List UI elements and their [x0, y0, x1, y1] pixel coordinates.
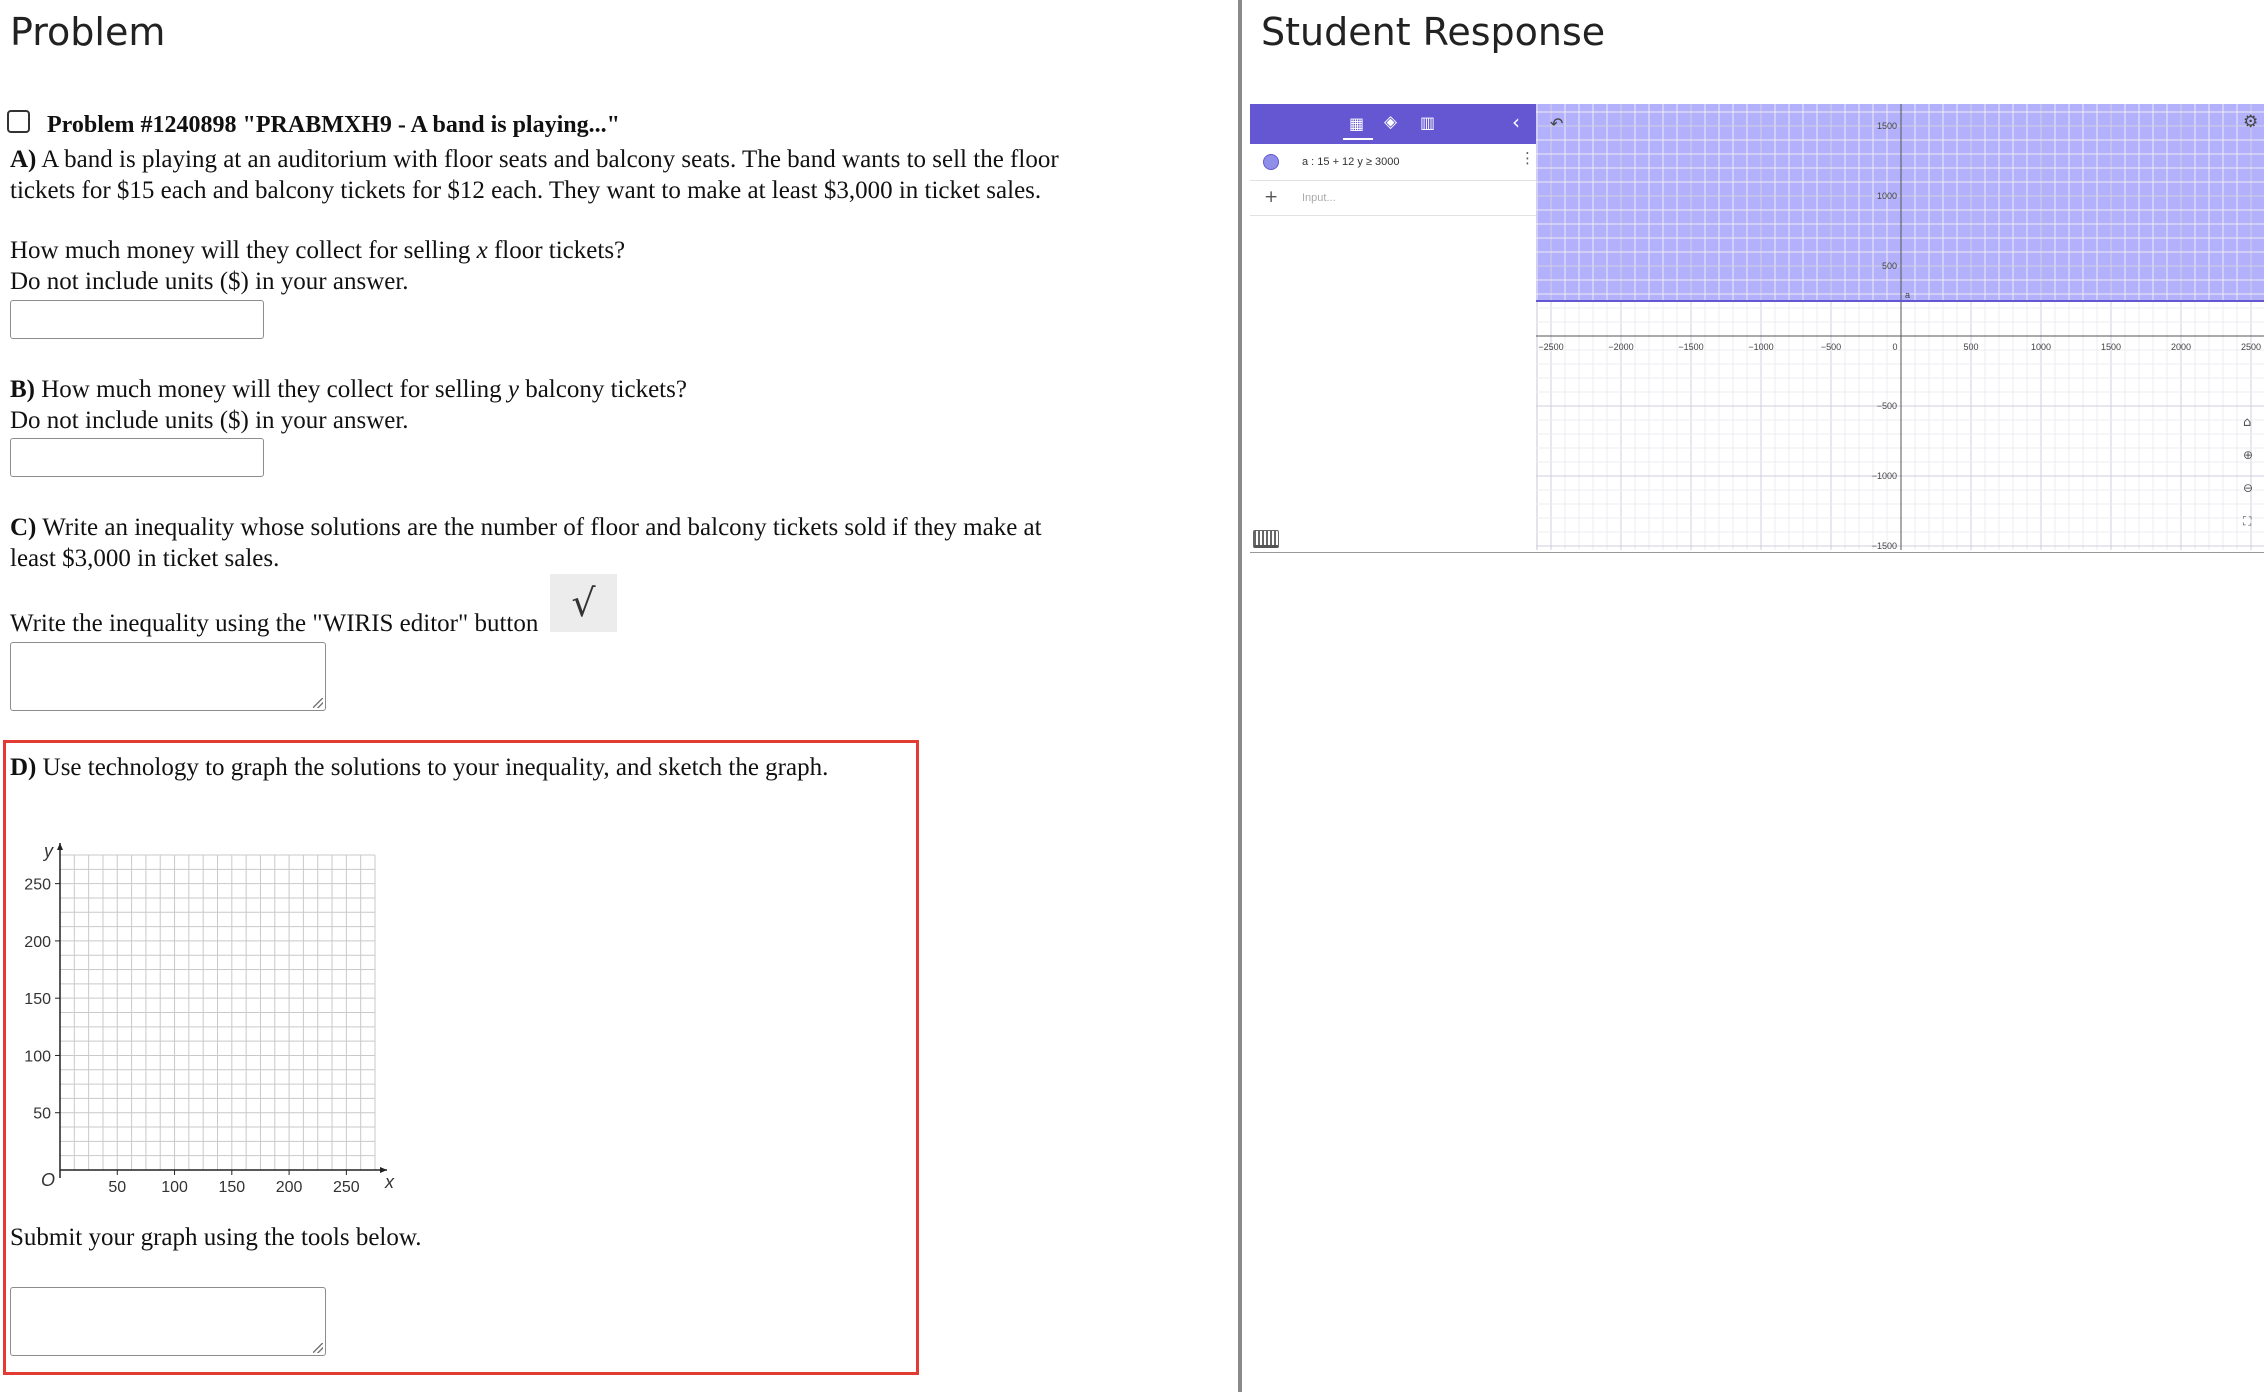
- part-c-instruction: Write the inequality using the "WIRIS editor" button: [10, 610, 539, 637]
- visibility-toggle-icon[interactable]: [1263, 154, 1279, 170]
- part-d-answer-textarea[interactable]: [10, 1287, 326, 1356]
- x-tick-label: −2000: [1608, 342, 1634, 352]
- origin-label: O: [41, 1170, 56, 1190]
- solution-region: [1536, 104, 2264, 301]
- calculator-icon[interactable]: ▦: [1349, 114, 1365, 133]
- part-a-letter: A): [10, 146, 37, 173]
- graphics-view[interactable]: [1536, 104, 2264, 550]
- x-tick-label: −500: [1820, 342, 1842, 352]
- add-icon[interactable]: +: [1264, 187, 1279, 207]
- resize-grip-icon[interactable]: [313, 1343, 323, 1353]
- y-tick-label: 200: [24, 933, 51, 951]
- part-a-question-post: floor tickets?: [487, 237, 626, 264]
- home-icon[interactable]: ⌂: [2243, 415, 2252, 430]
- x-tick-label: 50: [108, 1179, 127, 1196]
- part-a-question-pre: How much money will they collect for selling: [10, 237, 477, 264]
- x-tick-label: 500: [1963, 342, 1979, 352]
- response-panel-title: Student Response: [1261, 10, 1606, 54]
- part-d-letter: D): [10, 754, 37, 781]
- part-a-answer-input[interactable]: [10, 300, 264, 339]
- expression-text[interactable]: a : 15 + 12 y ≥ 3000: [1302, 156, 1400, 168]
- x-tick-label: −1500: [1678, 342, 1704, 352]
- geogebra-applet: [1250, 104, 2264, 553]
- x-tick-label: 0: [1892, 342, 1898, 352]
- wiris-editor-button[interactable]: √: [550, 574, 617, 632]
- part-d-statement: [10, 752, 828, 783]
- part-d-submit-text: Submit your graph using the tools below.: [10, 1224, 422, 1251]
- x-tick-label: 250: [333, 1179, 360, 1196]
- y-tick-label: −1000: [1871, 471, 1897, 481]
- part-b-question-post: balcony tickets?: [518, 376, 687, 403]
- y-tick-label: 100: [24, 1048, 51, 1066]
- x-tick-label: −2500: [1538, 342, 1564, 352]
- part-c-text-line2: least $3,000 in ticket sales.: [10, 545, 280, 572]
- x-tick-label: 1500: [2100, 342, 2122, 352]
- y-tick-label: 1000: [1876, 191, 1897, 201]
- algebra-row-expression[interactable]: [1250, 144, 1536, 181]
- table-icon[interactable]: ▥: [1420, 113, 1436, 132]
- part-b-answer-input[interactable]: [10, 438, 264, 477]
- x-axis-label: x: [385, 1172, 394, 1192]
- panel-divider: [1238, 0, 1242, 1392]
- y-tick-label: −500: [1876, 401, 1897, 411]
- y-tick-label: −1500: [1871, 541, 1897, 551]
- part-c-answer-textarea[interactable]: [10, 642, 326, 711]
- sketch-graph: [10, 820, 394, 1200]
- x-tick-label: 1000: [2030, 342, 2052, 352]
- x-tick-label: 150: [218, 1179, 246, 1196]
- part-a-statement: [10, 144, 1059, 206]
- y-tick-label: 1500: [1876, 121, 1897, 131]
- y-tick-label: 50: [33, 1105, 51, 1123]
- line-label: a: [1905, 290, 1911, 300]
- part-d-text: Use technology to graph the solutions to your inequality, and sketch the graph.: [36, 754, 829, 781]
- problem-header-text: Problem #1240898 "PRABMXH9 - A band is playing...": [47, 112, 620, 138]
- part-a-question-var: x: [476, 237, 488, 264]
- algebra-row-input[interactable]: [1250, 181, 1536, 216]
- x-tick-label: 2500: [2240, 342, 2262, 352]
- y-axis-arrow-icon: [57, 843, 63, 850]
- part-a-text-line1: A band is playing at an auditorium with floor seats and balcony seats. The band wants to sell the floor: [36, 146, 1059, 173]
- part-a-note: Do not include units ($) in your answer.: [10, 268, 409, 295]
- part-a-text-line2: tickets for $15 each and balcony tickets for $12 each. They want to make at least $3,000 in ticket sales.: [10, 177, 1042, 204]
- part-a-question: [10, 235, 625, 297]
- part-b-note: Do not include units ($) in your answer.: [10, 407, 409, 434]
- part-c-text-line1: Write an inequality whose solutions are the number of floor and balcony tickets sold if they make at: [36, 514, 1042, 541]
- shapes-icon[interactable]: ◈: [1384, 112, 1398, 132]
- x-tick-label: −1000: [1748, 342, 1774, 352]
- y-tick-label: 250: [24, 876, 51, 894]
- part-b-question: [10, 374, 687, 436]
- part-b-question-pre: How much money will they collect for selling: [35, 376, 508, 403]
- zoom-out-icon[interactable]: ⊖: [2243, 481, 2254, 495]
- x-tick-label: 2000: [2170, 342, 2192, 352]
- y-tick-label: 150: [24, 991, 51, 1009]
- fullscreen-icon[interactable]: ⛶: [2243, 514, 2252, 528]
- zoom-in-icon[interactable]: ⊕: [2243, 448, 2254, 462]
- part-c-statement: [10, 512, 1042, 574]
- undo-icon[interactable]: ↶: [1550, 114, 1564, 133]
- x-tick-label: 200: [275, 1179, 303, 1196]
- problem-checkbox[interactable]: [7, 110, 30, 133]
- algebra-panel: [1250, 104, 1538, 550]
- collapse-icon[interactable]: ‹: [1512, 110, 1520, 134]
- part-b-letter: B): [10, 376, 35, 403]
- x-tick-label: 100: [161, 1179, 188, 1196]
- y-axis-label: y: [44, 841, 53, 861]
- algebra-toolbar: [1250, 104, 1536, 144]
- input-placeholder[interactable]: Input...: [1302, 192, 1336, 204]
- keyboard-icon[interactable]: [1253, 530, 1279, 548]
- part-b-question-var: y: [507, 376, 519, 403]
- resize-grip-icon[interactable]: [313, 698, 323, 708]
- active-tab-underline: [1343, 138, 1373, 140]
- problem-header: [47, 110, 620, 141]
- more-options-icon[interactable]: ⋮: [1520, 149, 1535, 167]
- settings-gear-icon[interactable]: ⚙: [2243, 112, 2259, 132]
- problem-panel-title: Problem: [10, 10, 166, 54]
- y-tick-label: 500: [1881, 261, 1897, 271]
- part-c-letter: C): [10, 514, 37, 541]
